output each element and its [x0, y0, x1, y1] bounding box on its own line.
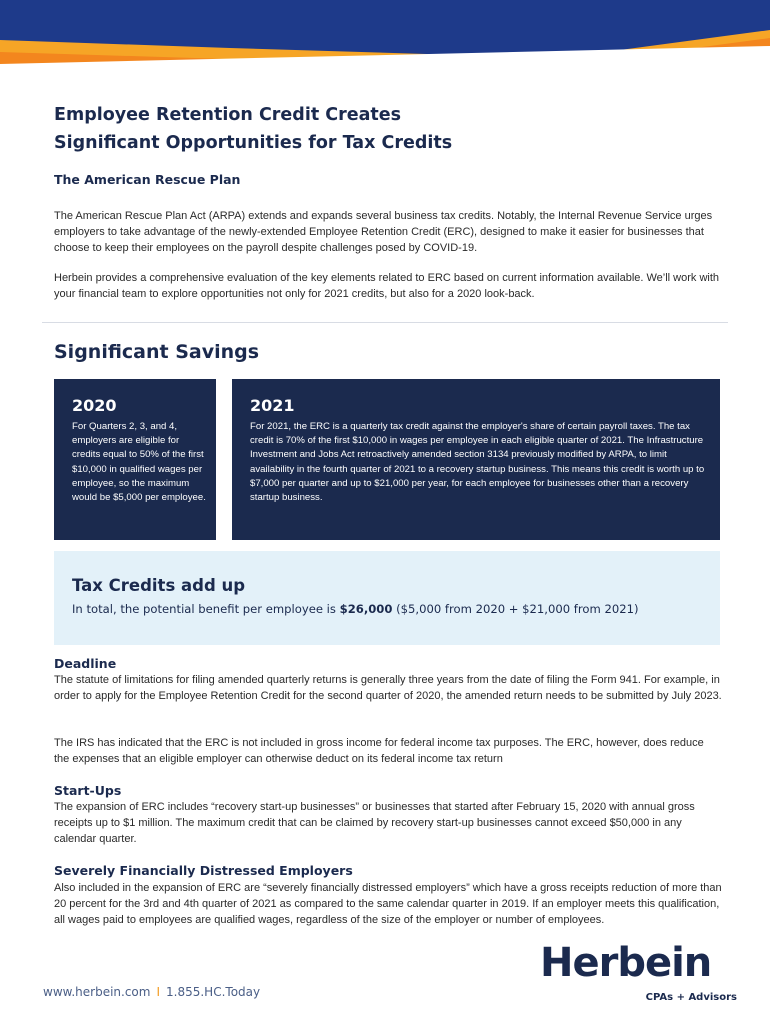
page-title-line-1: Employee Retention Credit Creates	[54, 105, 402, 125]
intro-heading: The American Rescue Plan	[54, 172, 241, 187]
callout-text-after: ($5,000 from 2020 + $21,000 from 2021)	[392, 602, 639, 616]
footer-contact	[43, 985, 260, 999]
card-2021-text: For 2021, the ERC is a quarterly tax credit against the employer's share of certain payroll taxes. The tax credit is 70% of the first $10,000 in wages per employee in each eligible quarter of 2021. The Infrastructure Investment and Jobs Act retroactively amended section 3134 previously modified by ARPA, to limit availability in the fourth quarter of 2021 to a recovery startup business. This means this credit is worth up to $7,000 per quarter and up to $21,000 per year, for each employee for businesses other than a recovery startup business.	[250, 421, 705, 504]
section-divider	[42, 322, 728, 323]
intro-paragraph-2: Herbein provides a comprehensive evaluation of the key elements related to ERC based on current information available. We’ll work with your financial team to explore opportunities not only for 2021 credits, but also for a 2020 look-back.	[54, 272, 720, 300]
page-title-line-2: Significant Opportunities for Tax Credits	[54, 133, 453, 153]
callout-amount: $26,000	[339, 602, 393, 616]
callout-text	[72, 602, 638, 616]
card-2020-text: For Quarters 2, 3, and 4, employers are eligible for credits equal to 50% of the first $10,000 in qualified wages per employee, so the maximum would be $5,000 per employee.	[72, 421, 206, 504]
callout-text-before: In total, the potential benefit per employee is	[72, 602, 340, 616]
page-title	[54, 101, 734, 157]
herbein-logo	[540, 940, 740, 1008]
website-link[interactable]: www.herbein.com	[43, 985, 151, 999]
savings-title: Significant Savings	[54, 341, 260, 363]
distressed-paragraph: Also included in the expansion of ERC are “severely financially distressed employers” which have a gross receipts reduction of more than 20 percent for the 3rd and 4th quarter of 2021 as compared to the same calendar quarter in 2019. If an employer meets this qualification, all wages paid to employees are qualified wages, regardless of the size of the employer or number of employees.	[54, 882, 722, 926]
savings-card-2020	[54, 379, 216, 540]
tax-credits-callout	[54, 551, 720, 645]
footer-separator: I	[156, 985, 161, 999]
deadline-paragraph-1: The statute of limitations for filing amended quarterly returns is generally three years from the date of filing the Form 941. For example, in order to apply for the Employee Retention Credit for the second quarter of 2020, the amended return needs to be submitted by July 2023.	[54, 674, 722, 702]
card-2020-year: 2020	[72, 396, 117, 415]
intro-paragraph-1: The American Rescue Plan Act (ARPA) extends and expands several business tax credits. Notably, the Internal Revenue Service urges employers to take advantage of the newly-extended Employee Retention Credit (ERC), designed to make it easier for businesses that choose to keep their employees on the payroll despite challenges posed by COVID-19.	[54, 210, 713, 254]
startups-heading: Start-Ups	[54, 783, 122, 798]
top-banner	[0, 0, 770, 82]
logo-wordmark: Herbein	[540, 940, 712, 986]
distressed-heading: Severely Financially Distressed Employers	[54, 863, 353, 878]
card-2021-year: 2021	[250, 396, 295, 415]
savings-card-2021	[232, 379, 720, 540]
callout-title: Tax Credits add up	[72, 576, 246, 595]
deadline-paragraph-2: The IRS has indicated that the ERC is not included in gross income for federal income tax purposes. The ERC, however, does reduce the expenses that an eligible employer can otherwise deduct on its federal income tax return	[54, 737, 704, 765]
phone-number[interactable]: 1.855.HC.Today	[166, 985, 261, 999]
startups-paragraph: The expansion of ERC includes “recovery start-up businesses” or businesses that started after February 15, 2020 with annual gross receipts up to $1 million. The maximum credit that can be claimed by recovery start-up businesses cannot exceed $50,000 in any calendar quarter.	[54, 801, 695, 845]
logo-tagline: CPAs + Advisors	[645, 992, 737, 1003]
deadline-heading: Deadline	[54, 656, 117, 671]
